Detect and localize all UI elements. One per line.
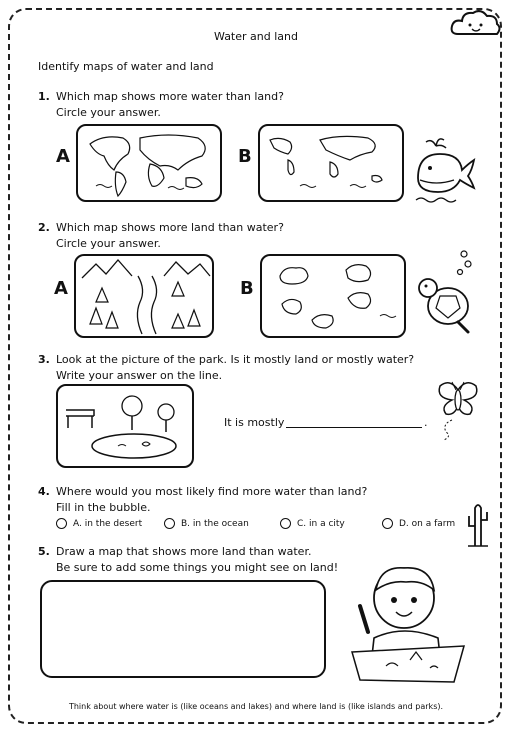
q4-option-a[interactable] [56, 518, 142, 529]
q2-label-b: B [240, 278, 254, 299]
radio-bubble[interactable] [56, 518, 67, 529]
q4-option-c[interactable] [280, 518, 345, 529]
boy-drawing-icon [346, 556, 468, 686]
q4-option-d-label: D. on a farm [399, 518, 456, 529]
q3-question: Look at the picture of the park. Is it mostly land or mostly water? [56, 353, 415, 366]
q2-number: 2. [38, 221, 50, 234]
q2-question: Which map shows more land than water? [56, 221, 284, 234]
world-map-water-heavy [260, 126, 402, 200]
q3-park-picture [56, 384, 194, 468]
q4-number: 4. [38, 485, 50, 498]
q1-map-a[interactable] [76, 124, 222, 202]
land-map-mountains-trees [76, 256, 212, 336]
park-scene [58, 386, 192, 466]
water-map-islands [262, 256, 404, 336]
q2-map-b[interactable] [260, 254, 406, 338]
q5-text [56, 544, 338, 576]
q4-option-a-label: A. in the desert [73, 518, 143, 529]
q1-label-b: B [238, 146, 252, 167]
q3-instruction: Write your answer on the line. [56, 369, 223, 382]
radio-bubble[interactable] [382, 518, 393, 529]
q2-label-a: A [54, 278, 68, 299]
q4-option-d[interactable] [382, 518, 455, 529]
world-map-land-heavy [78, 126, 220, 200]
whale-icon [410, 130, 480, 206]
q5-instruction: Be sure to add some things you might see on land! [56, 561, 339, 574]
cactus-icon [464, 500, 492, 548]
q3-period: . [424, 416, 428, 429]
q5-question: Draw a map that shows more land than water. [56, 545, 312, 558]
q4-instruction: Fill in the bubble. [56, 501, 151, 514]
q1-number: 1. [38, 90, 50, 103]
q5-drawing-area[interactable] [40, 580, 326, 678]
q3-number: 3. [38, 353, 50, 366]
q4-option-b[interactable] [164, 518, 249, 529]
q3-answer-line[interactable] [286, 426, 422, 428]
q2-map-a[interactable] [74, 254, 214, 338]
q4-question: Where would you most likely find more water than land? [56, 485, 368, 498]
radio-bubble[interactable] [164, 518, 175, 529]
radio-bubble[interactable] [280, 518, 291, 529]
q1-instruction: Circle your answer. [56, 106, 161, 119]
q4-text [56, 484, 367, 516]
q4-option-b-label: B. in the ocean [181, 518, 249, 529]
q3-answer-prompt: It is mostly [224, 416, 285, 429]
butterfly-icon [430, 376, 486, 442]
worksheet-instructions: Identify maps of water and land [38, 60, 214, 73]
worksheet-title: Water and land [214, 30, 298, 43]
q4-option-c-label: C. in a city [297, 518, 345, 529]
q1-label-a: A [56, 146, 70, 167]
q5-number: 5. [38, 545, 50, 558]
q2-instruction: Circle your answer. [56, 237, 161, 250]
footer-hint: Think about where water is (like oceans and lakes) and where land is (like islands and parks). [68, 702, 444, 711]
q2-text [56, 220, 284, 252]
turtle-icon [414, 248, 484, 340]
q1-text [56, 89, 284, 121]
q1-question: Which map shows more water than land? [56, 90, 284, 103]
q3-text [56, 352, 414, 384]
q1-map-b[interactable] [258, 124, 404, 202]
